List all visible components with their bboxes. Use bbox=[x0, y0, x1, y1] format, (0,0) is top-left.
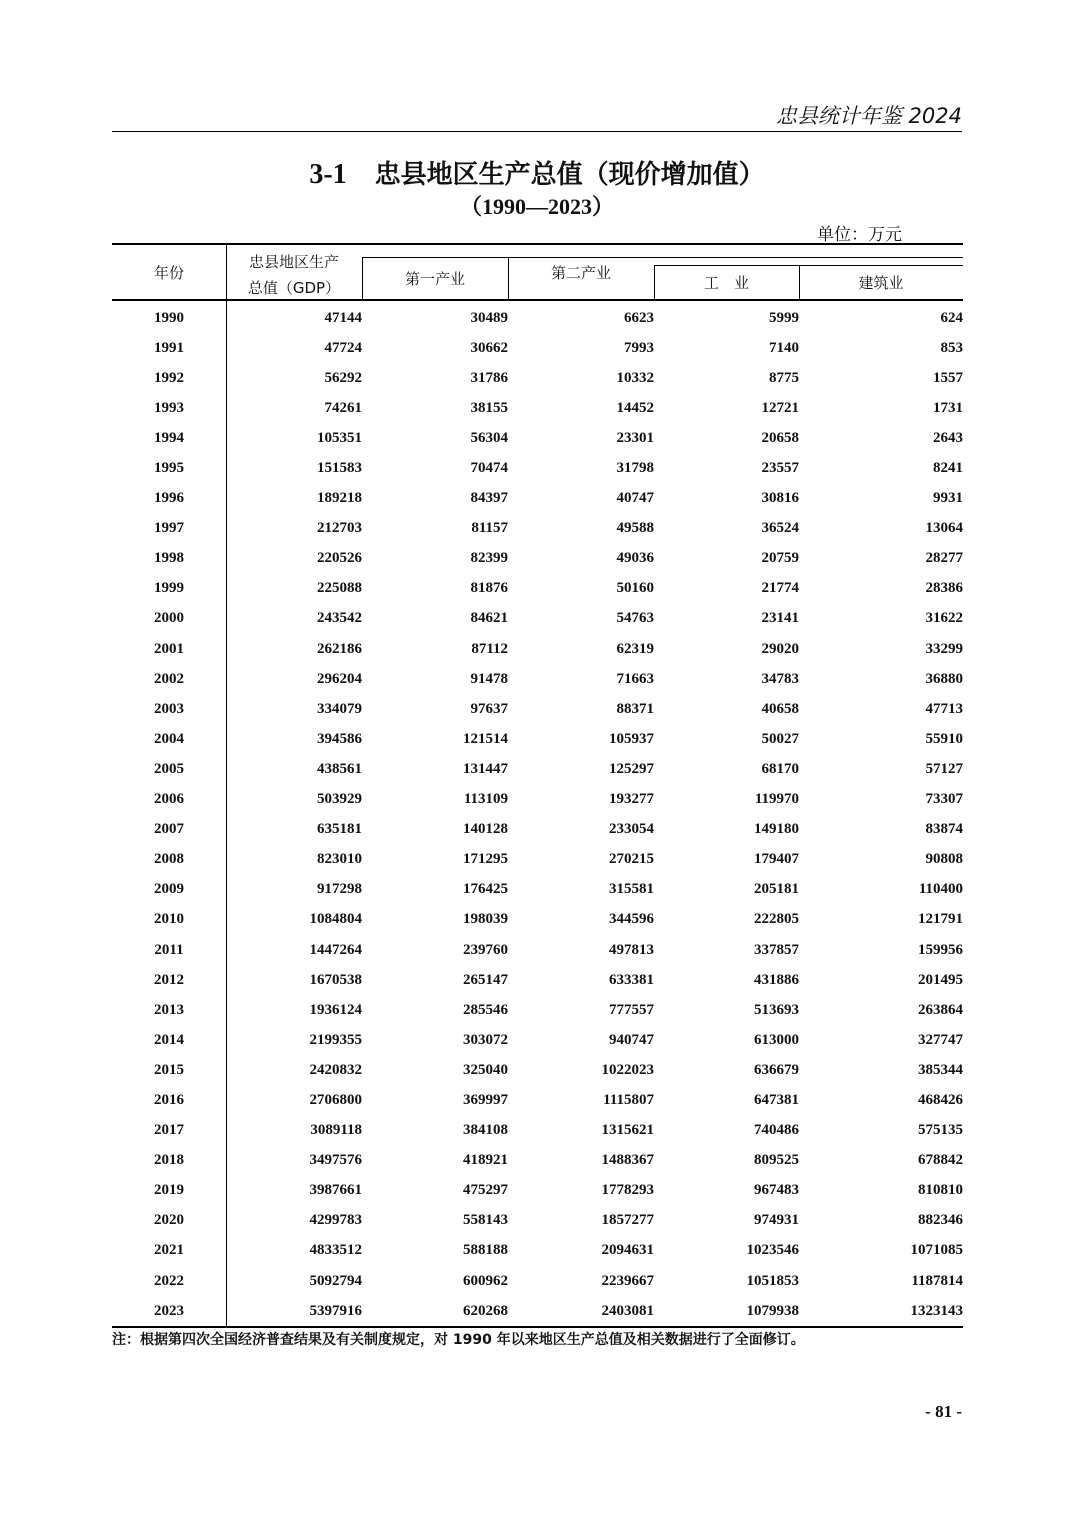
cell-construction: 55910 bbox=[925, 730, 963, 747]
table-row bbox=[112, 1085, 963, 1115]
table-row bbox=[112, 484, 963, 514]
cell-industry: 974931 bbox=[754, 1212, 799, 1229]
cell-construction: 47713 bbox=[925, 700, 963, 717]
cell-industry: 21774 bbox=[761, 580, 799, 597]
cell-industry: 5999 bbox=[769, 309, 799, 326]
table-row bbox=[112, 664, 963, 694]
cell-gdp: 394586 bbox=[317, 730, 362, 747]
cell-secondary: 344596 bbox=[609, 911, 654, 928]
cell-gdp: 2199355 bbox=[309, 1031, 362, 1048]
table-number: 3-1 bbox=[309, 159, 347, 190]
cell-secondary: 1315621 bbox=[601, 1122, 654, 1139]
cell-secondary: 940747 bbox=[609, 1031, 654, 1048]
cell-construction: 1557 bbox=[933, 369, 963, 386]
cell-primary: 418921 bbox=[463, 1152, 508, 1169]
cell-gdp: 503929 bbox=[317, 791, 362, 808]
cell-industry: 36524 bbox=[761, 520, 799, 537]
cell-gdp: 56292 bbox=[324, 369, 362, 386]
cell-primary: 239760 bbox=[463, 941, 508, 958]
cell-industry: 34783 bbox=[761, 670, 799, 687]
cell-gdp: 823010 bbox=[317, 851, 362, 868]
cell-primary: 70474 bbox=[470, 460, 508, 477]
cell-industry: 337857 bbox=[754, 941, 799, 958]
cell-industry: 809525 bbox=[754, 1152, 799, 1169]
cell-industry: 205181 bbox=[754, 881, 799, 898]
cell-year: 2008 bbox=[154, 851, 184, 868]
cell-construction: 810810 bbox=[918, 1182, 963, 1199]
table-bottom-rule bbox=[112, 1326, 963, 1328]
cell-construction: 678842 bbox=[918, 1152, 963, 1169]
cell-industry: 613000 bbox=[754, 1031, 799, 1048]
cell-industry: 68170 bbox=[761, 760, 799, 777]
cell-construction: 13064 bbox=[925, 520, 963, 537]
table-row bbox=[112, 724, 963, 754]
cell-gdp: 917298 bbox=[317, 881, 362, 898]
cell-primary: 87112 bbox=[471, 640, 508, 657]
cell-year: 1994 bbox=[154, 429, 184, 446]
cell-industry: 149180 bbox=[754, 821, 799, 838]
cell-gdp: 262186 bbox=[317, 640, 362, 657]
cell-primary: 588188 bbox=[463, 1242, 508, 1259]
table-row bbox=[112, 393, 963, 423]
cell-construction: 853 bbox=[940, 339, 963, 356]
cell-primary: 600962 bbox=[463, 1272, 508, 1289]
cell-industry: 647381 bbox=[754, 1091, 799, 1108]
cell-secondary: 7993 bbox=[624, 339, 654, 356]
table-row bbox=[112, 303, 963, 333]
cell-primary: 38155 bbox=[470, 399, 508, 416]
cell-gdp: 3987661 bbox=[309, 1182, 362, 1199]
cell-industry: 119970 bbox=[754, 791, 799, 808]
cell-gdp: 225088 bbox=[317, 580, 362, 597]
yearbook-header-title: 忠县统计年鉴 2024 bbox=[775, 104, 962, 128]
cell-gdp: 243542 bbox=[317, 610, 362, 627]
cell-secondary: 497813 bbox=[609, 941, 654, 958]
cell-primary: 265147 bbox=[463, 971, 508, 988]
cell-year: 2011 bbox=[154, 941, 184, 958]
cell-primary: 325040 bbox=[463, 1061, 508, 1078]
cell-gdp: 74261 bbox=[324, 399, 362, 416]
cell-year: 1991 bbox=[154, 339, 184, 356]
body-divider bbox=[226, 301, 227, 1326]
cell-gdp: 1084804 bbox=[309, 911, 362, 928]
cell-year: 2005 bbox=[154, 760, 184, 777]
cell-year: 2001 bbox=[154, 640, 184, 657]
cell-year: 2003 bbox=[154, 700, 184, 717]
table-row bbox=[112, 1296, 963, 1326]
table-title bbox=[0, 154, 1074, 191]
cell-gdp: 1670538 bbox=[309, 971, 362, 988]
cell-year: 1997 bbox=[154, 520, 184, 537]
cell-year: 2021 bbox=[154, 1242, 184, 1259]
cell-industry: 20759 bbox=[761, 550, 799, 567]
cell-industry: 1023546 bbox=[746, 1242, 799, 1259]
table-row bbox=[112, 1236, 963, 1266]
cell-construction: 159956 bbox=[918, 941, 963, 958]
cell-gdp: 151583 bbox=[317, 460, 362, 477]
cell-year: 2013 bbox=[154, 1001, 184, 1018]
cell-year: 1995 bbox=[154, 460, 184, 477]
cell-primary: 84397 bbox=[470, 490, 508, 507]
cell-construction: 385344 bbox=[918, 1061, 963, 1078]
table-row bbox=[112, 905, 963, 935]
cell-primary: 620268 bbox=[463, 1302, 508, 1319]
cell-secondary: 1488367 bbox=[601, 1152, 654, 1169]
cell-secondary: 6623 bbox=[624, 309, 654, 326]
table-title-text: 忠县地区生产总值（现价增加值） bbox=[374, 160, 765, 190]
cell-gdp: 2420832 bbox=[309, 1061, 362, 1078]
cell-gdp: 296204 bbox=[317, 670, 362, 687]
cell-gdp: 47144 bbox=[324, 309, 362, 326]
gdp-table bbox=[112, 243, 963, 1328]
cell-primary: 121514 bbox=[463, 730, 508, 747]
table-row bbox=[112, 875, 963, 905]
table-row bbox=[112, 754, 963, 784]
cell-primary: 176425 bbox=[463, 881, 508, 898]
cell-year: 2002 bbox=[154, 670, 184, 687]
cell-year: 2004 bbox=[154, 730, 184, 747]
cell-year: 1992 bbox=[154, 369, 184, 386]
cell-gdp: 105351 bbox=[317, 429, 362, 446]
header-rule bbox=[112, 131, 962, 132]
cell-industry: 23141 bbox=[761, 610, 799, 627]
cell-industry: 30816 bbox=[761, 490, 799, 507]
table-row bbox=[112, 604, 963, 634]
header-secondary: 第二产业 bbox=[550, 263, 611, 282]
cell-primary: 131447 bbox=[463, 760, 508, 777]
cell-industry: 513693 bbox=[754, 1001, 799, 1018]
cell-secondary: 88371 bbox=[616, 700, 654, 717]
cell-gdp: 4833512 bbox=[309, 1242, 362, 1259]
cell-construction: 468426 bbox=[918, 1091, 963, 1108]
cell-secondary: 270215 bbox=[609, 851, 654, 868]
cell-construction: 121791 bbox=[918, 911, 963, 928]
table-row bbox=[112, 1116, 963, 1146]
cell-gdp: 5397916 bbox=[309, 1302, 362, 1319]
table-row bbox=[112, 514, 963, 544]
table-row bbox=[112, 935, 963, 965]
cell-construction: 36880 bbox=[925, 670, 963, 687]
cell-construction: 90808 bbox=[925, 851, 963, 868]
cell-primary: 82399 bbox=[470, 550, 508, 567]
table-row bbox=[112, 423, 963, 453]
cell-construction: 1731 bbox=[933, 399, 963, 416]
cell-year: 2006 bbox=[154, 791, 184, 808]
cell-gdp: 635181 bbox=[317, 821, 362, 838]
cell-secondary: 54763 bbox=[616, 610, 654, 627]
cell-primary: 56304 bbox=[470, 429, 508, 446]
page-number: - 81 - bbox=[925, 1402, 962, 1421]
cell-construction: 575135 bbox=[918, 1122, 963, 1139]
cell-industry: 1051853 bbox=[746, 1272, 799, 1289]
table-header bbox=[112, 245, 963, 299]
cell-gdp: 5092794 bbox=[309, 1272, 362, 1289]
cell-year: 2023 bbox=[154, 1302, 184, 1319]
table-row bbox=[112, 574, 963, 604]
table-row bbox=[112, 1266, 963, 1296]
cell-construction: 83874 bbox=[925, 821, 963, 838]
cell-secondary: 62319 bbox=[616, 640, 654, 657]
cell-gdp: 3497576 bbox=[309, 1152, 362, 1169]
cell-primary: 31786 bbox=[470, 369, 508, 386]
cell-construction: 73307 bbox=[925, 791, 963, 808]
cell-secondary: 1115807 bbox=[603, 1091, 654, 1108]
header-primary: 第一产业 bbox=[404, 269, 465, 288]
cell-primary: 30489 bbox=[470, 309, 508, 326]
table-row bbox=[112, 965, 963, 995]
table-row bbox=[112, 363, 963, 393]
cell-secondary: 125297 bbox=[609, 760, 654, 777]
cell-industry: 8775 bbox=[769, 369, 799, 386]
cell-primary: 558143 bbox=[463, 1212, 508, 1229]
header-gdp-line1: 忠县地区生产 bbox=[248, 252, 339, 271]
cell-secondary: 23301 bbox=[616, 429, 654, 446]
cell-industry: 7140 bbox=[769, 339, 799, 356]
cell-primary: 30662 bbox=[470, 339, 508, 356]
cell-industry: 29020 bbox=[761, 640, 799, 657]
cell-secondary: 1857277 bbox=[601, 1212, 654, 1229]
table-row bbox=[112, 995, 963, 1025]
cell-secondary: 2094631 bbox=[601, 1242, 654, 1259]
header-gdp-line2: 总值（GDP） bbox=[247, 278, 341, 297]
cell-industry: 222805 bbox=[754, 911, 799, 928]
cell-year: 1999 bbox=[154, 580, 184, 597]
table-note: 注：根据第四次全国经济普查结果及有关制度规定，对 1990 年以来地区生产总值及相关数据进行了全面修订。 bbox=[112, 1332, 805, 1348]
cell-secondary: 1778293 bbox=[601, 1182, 654, 1199]
cell-gdp: 334079 bbox=[317, 700, 362, 717]
cell-secondary: 193277 bbox=[609, 791, 654, 808]
cell-year: 2017 bbox=[154, 1122, 184, 1139]
cell-primary: 369997 bbox=[463, 1091, 508, 1108]
cell-secondary: 777557 bbox=[609, 1001, 654, 1018]
cell-primary: 81157 bbox=[471, 520, 508, 537]
cell-construction: 31622 bbox=[925, 610, 963, 627]
table-row bbox=[112, 634, 963, 664]
cell-primary: 475297 bbox=[463, 1182, 508, 1199]
cell-year: 1990 bbox=[154, 309, 184, 326]
cell-industry: 20658 bbox=[761, 429, 799, 446]
cell-industry: 40658 bbox=[761, 700, 799, 717]
cell-construction: 1323143 bbox=[910, 1302, 963, 1319]
cell-secondary: 2239667 bbox=[601, 1272, 654, 1289]
cell-industry: 636679 bbox=[754, 1061, 799, 1078]
cell-year: 1998 bbox=[154, 550, 184, 567]
cell-year: 2020 bbox=[154, 1212, 184, 1229]
cell-construction: 28386 bbox=[925, 580, 963, 597]
cell-year: 2012 bbox=[154, 971, 184, 988]
cell-primary: 303072 bbox=[463, 1031, 508, 1048]
cell-secondary: 40747 bbox=[616, 490, 654, 507]
cell-construction: 263864 bbox=[918, 1001, 963, 1018]
cell-construction: 1187814 bbox=[911, 1272, 963, 1289]
cell-year: 1993 bbox=[154, 399, 184, 416]
cell-primary: 113109 bbox=[463, 791, 508, 808]
cell-secondary: 49588 bbox=[616, 520, 654, 537]
cell-industry: 431886 bbox=[754, 971, 799, 988]
table-row bbox=[112, 1055, 963, 1085]
cell-industry: 12721 bbox=[761, 399, 799, 416]
table-row bbox=[112, 333, 963, 363]
cell-construction: 33299 bbox=[925, 640, 963, 657]
cell-industry: 1079938 bbox=[746, 1302, 799, 1319]
cell-gdp: 1936124 bbox=[309, 1001, 362, 1018]
cell-secondary: 71663 bbox=[616, 670, 654, 687]
cell-industry: 740486 bbox=[754, 1122, 799, 1139]
cell-year: 2015 bbox=[154, 1061, 184, 1078]
cell-gdp: 438561 bbox=[317, 760, 362, 777]
unit-label: 单位：万元 bbox=[817, 225, 902, 245]
cell-year: 2007 bbox=[154, 821, 184, 838]
cell-primary: 97637 bbox=[470, 700, 508, 717]
cell-secondary: 14452 bbox=[616, 399, 654, 416]
cell-construction: 2643 bbox=[933, 429, 963, 446]
cell-secondary: 10332 bbox=[616, 369, 654, 386]
cell-gdp: 2706800 bbox=[309, 1091, 362, 1108]
cell-construction: 9931 bbox=[933, 490, 963, 507]
cell-construction: 28277 bbox=[925, 550, 963, 567]
cell-industry: 967483 bbox=[754, 1182, 799, 1199]
cell-secondary: 2403081 bbox=[601, 1302, 654, 1319]
cell-construction: 1071085 bbox=[910, 1242, 963, 1259]
cell-construction: 327747 bbox=[918, 1031, 963, 1048]
cell-secondary: 31798 bbox=[616, 460, 654, 477]
cell-year: 2010 bbox=[154, 911, 184, 928]
cell-gdp: 3089118 bbox=[310, 1122, 362, 1139]
table-row bbox=[112, 845, 963, 875]
cell-year: 2022 bbox=[154, 1272, 184, 1289]
table-row bbox=[112, 453, 963, 483]
cell-secondary: 105937 bbox=[609, 730, 654, 747]
cell-secondary: 49036 bbox=[616, 550, 654, 567]
header-industry: 工 业 bbox=[703, 273, 749, 292]
header-construction: 建筑业 bbox=[858, 273, 904, 292]
cell-secondary: 50160 bbox=[616, 580, 654, 597]
table-row bbox=[112, 815, 963, 845]
table-row bbox=[112, 1176, 963, 1206]
cell-year: 2016 bbox=[154, 1091, 184, 1108]
table-row bbox=[112, 1206, 963, 1236]
cell-primary: 384108 bbox=[463, 1122, 508, 1139]
cell-secondary: 633381 bbox=[609, 971, 654, 988]
table-row bbox=[112, 1025, 963, 1055]
table-body bbox=[112, 301, 963, 1326]
cell-year: 1996 bbox=[154, 490, 184, 507]
cell-industry: 23557 bbox=[761, 460, 799, 477]
cell-year: 2009 bbox=[154, 881, 184, 898]
header-year: 年份 bbox=[153, 263, 184, 282]
cell-gdp: 47724 bbox=[324, 339, 362, 356]
table-row bbox=[112, 694, 963, 724]
cell-gdp: 220526 bbox=[317, 550, 362, 567]
cell-year: 2014 bbox=[154, 1031, 184, 1048]
cell-primary: 91478 bbox=[470, 670, 508, 687]
cell-construction: 110400 bbox=[918, 881, 963, 898]
cell-primary: 171295 bbox=[463, 851, 508, 868]
cell-secondary: 1022023 bbox=[601, 1061, 654, 1078]
table-row bbox=[112, 544, 963, 574]
cell-primary: 285546 bbox=[463, 1001, 508, 1018]
cell-gdp: 1447264 bbox=[309, 941, 362, 958]
cell-primary: 84621 bbox=[470, 610, 508, 627]
cell-secondary: 233054 bbox=[609, 821, 654, 838]
cell-industry: 179407 bbox=[754, 851, 799, 868]
cell-construction: 8241 bbox=[933, 460, 963, 477]
cell-industry: 50027 bbox=[761, 730, 799, 747]
cell-construction: 57127 bbox=[925, 760, 963, 777]
cell-gdp: 4299783 bbox=[309, 1212, 362, 1229]
cell-construction: 882346 bbox=[918, 1212, 963, 1229]
cell-secondary: 315581 bbox=[609, 881, 654, 898]
cell-year: 2018 bbox=[154, 1152, 184, 1169]
cell-primary: 81876 bbox=[470, 580, 508, 597]
cell-construction: 624 bbox=[940, 309, 963, 326]
cell-construction: 201495 bbox=[918, 971, 963, 988]
table-subtitle: （1990—2023） bbox=[459, 194, 614, 219]
cell-gdp: 189218 bbox=[317, 490, 362, 507]
cell-year: 2019 bbox=[154, 1182, 184, 1199]
cell-primary: 198039 bbox=[463, 911, 508, 928]
cell-primary: 140128 bbox=[463, 821, 508, 838]
cell-gdp: 212703 bbox=[317, 520, 362, 537]
table-row bbox=[112, 1146, 963, 1176]
table-row bbox=[112, 785, 963, 815]
cell-year: 2000 bbox=[154, 610, 184, 627]
